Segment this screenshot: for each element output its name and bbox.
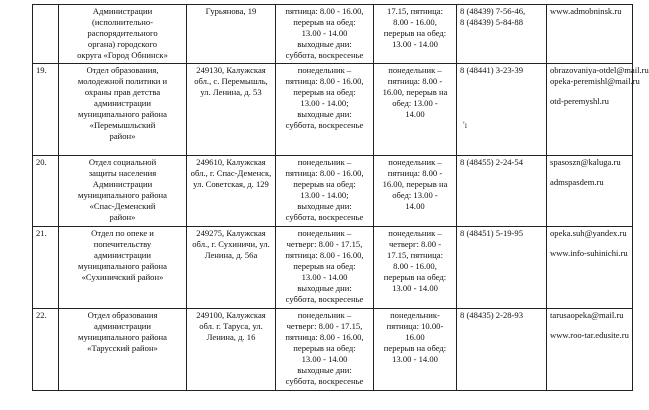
cell-organization [59, 227, 187, 309]
website-url: otd-peremyshl.ru [550, 96, 609, 106]
phone-line: 8 (48435) 2-28-93 [460, 310, 524, 320]
spacer [550, 239, 629, 248]
reception-hours-line: перерыв на обед: [383, 343, 447, 353]
cell-organization [59, 309, 187, 391]
working-hours-line: перерыв на обед: [293, 261, 356, 271]
working-hours-line: перерыв на обед: [293, 343, 356, 353]
working-hours-line: 13.00 - 14.00 [301, 354, 348, 364]
reception-hours-line: обед: 13.00 - [392, 98, 438, 108]
organization-line: «Перемышльский [89, 120, 156, 130]
working-hours-line: перерыв на обед: [293, 87, 356, 97]
cell-organization [59, 64, 187, 156]
working-hours-line: выходные дни: [297, 109, 352, 119]
email-address: spasoszn@kaluga.ru [550, 157, 621, 167]
cell-address [187, 309, 276, 391]
reception-hours-line: 16.00 [405, 332, 425, 342]
organization-line: «Спас-Деменский [89, 201, 156, 211]
organization-line: Отдел образования [87, 310, 158, 320]
reception-hours-line: 17.15, пятница: [387, 6, 443, 16]
organization-line: муниципального района [78, 190, 167, 200]
working-hours-line: выходные дни: [297, 365, 352, 375]
cell-number [33, 156, 59, 227]
address-line: обл., г. Сухиничи, ул. [192, 239, 270, 249]
address-line: Ленина, д. 16 [206, 332, 256, 342]
organization-line: защиты населения [88, 168, 157, 178]
working-hours-line: суббота, воскресенье [285, 50, 364, 60]
working-hours-line: перерыв на обед: [293, 17, 356, 27]
email-address: obrazovaniya-otdel@mail.ru [550, 65, 649, 75]
working-hours-line: пятница: 8.00 - 16.00, [285, 250, 364, 260]
reception-hours-line: понедельник- [390, 310, 440, 320]
reception-hours-line: перерыв на обед: [383, 28, 447, 38]
organization-line: охраны прав детства [84, 87, 161, 97]
organization-line: Отдел социальной [88, 157, 157, 167]
address-line: 249610, Калужская [196, 157, 266, 167]
cell-phone [457, 5, 547, 64]
cell-number [33, 309, 59, 391]
address-line: Гурьянова, 19 [205, 6, 257, 16]
working-hours-line: 13.00 - 14.00; [300, 98, 349, 108]
cell-phone [457, 309, 547, 391]
organization-line: попечительству [93, 239, 152, 249]
working-hours-line: пятница: 8.00 - 16.00, [285, 76, 364, 86]
organization-line: муниципального района [78, 109, 167, 119]
cell-address [187, 156, 276, 227]
reception-hours-line: 13.00 - 14.00 [392, 283, 438, 293]
reception-hours-line: 13.00 - 14.00 [392, 39, 438, 49]
address-line: ул. Ленина, д. 53 [200, 87, 262, 97]
table-row [33, 227, 633, 309]
reception-hours-line: пятница: 8.00 - [387, 76, 443, 86]
working-hours-line: понедельник – [297, 157, 352, 167]
working-hours-line: суббота, воскресенье [285, 120, 364, 130]
working-hours-line: понедельник – [297, 228, 352, 238]
cell-working-hours [276, 227, 374, 309]
organization-line: администрации [93, 321, 151, 331]
organization-line: округа «Город Обнинск» [77, 50, 168, 60]
organization-line: администрации [93, 250, 151, 260]
cell-email-website [547, 5, 633, 64]
cell-number [33, 227, 59, 309]
working-hours-line: понедельник – [297, 310, 352, 320]
reception-hours-line: понедельник – [388, 228, 442, 238]
row-number: 20. [36, 157, 47, 167]
organization-line: «Тарусский район» [87, 343, 158, 353]
spacer [550, 168, 629, 177]
working-hours-line: 13.00 - 14.00 [301, 28, 348, 38]
row-number: 21. [36, 228, 47, 238]
cell-phone [457, 227, 547, 309]
table-row [33, 156, 633, 227]
reception-hours-line: 8.00 - 16.00, [393, 17, 437, 27]
address-line: 249130, Калужская [196, 65, 266, 75]
organization-line: Отдел по опеке и [91, 228, 154, 238]
working-hours-line: понедельник – [297, 65, 352, 75]
cell-email-website [547, 309, 633, 391]
phone-line: 8 (48439) 7-56-46, [460, 6, 526, 16]
email-address: tarusaopeka@mail.ru [550, 310, 624, 320]
row-number: 22. [36, 310, 47, 320]
table-row [33, 309, 633, 391]
table-body [33, 5, 649, 391]
cell-email-website [547, 64, 649, 156]
cell-working-hours [276, 64, 374, 156]
organization-line: Отдел образования, [86, 65, 159, 75]
working-hours-line: суббота, воскресенье [285, 212, 364, 222]
working-hours-line: суббота, воскресенье [285, 376, 364, 386]
organization-line: администрации [93, 98, 151, 108]
reception-hours-line: 16.00, перерыв на [382, 87, 448, 97]
address-line: обл. г. Таруса, ул. [199, 321, 263, 331]
address-line: обл., с. Перемышль, [194, 76, 268, 86]
reception-hours-line: 8.00 - 16.00, [393, 261, 437, 271]
cell-working-hours [276, 5, 374, 64]
phone-line: 8 (48455) 2-24-54 [460, 157, 524, 167]
reception-hours-line: 14.00 [405, 109, 425, 119]
cell-phone [457, 64, 547, 156]
cell-reception-hours [374, 227, 457, 309]
organization-line: (исполнительно- [91, 17, 154, 27]
organization-line: распорядительного [87, 28, 158, 38]
table-row [33, 5, 633, 64]
address-line: ул. Советская, д. 129 [193, 179, 269, 189]
reception-hours-line: 14.00 [405, 201, 425, 211]
reception-hours-line: обед: 13.00 - [392, 190, 438, 200]
reception-hours-line: четверг: 8.00 - [388, 239, 442, 249]
cell-working-hours [276, 309, 374, 391]
email-address: opeka-peremishl@mail.ru [550, 76, 640, 86]
cell-number [33, 5, 59, 64]
cell-reception-hours [374, 156, 457, 227]
phone-line: 8 (48441) 3-23-39 [460, 65, 524, 75]
working-hours-line: пятница: 8.00 - 16.00, [285, 168, 364, 178]
reception-hours-line: 16.00, перерыв на [382, 179, 448, 189]
cell-number [33, 64, 59, 156]
address-line: 249100, Калужская [196, 310, 266, 320]
cell-address [187, 5, 276, 64]
working-hours-line: 13.00 - 14.00; [300, 190, 349, 200]
organization-line: «Сухиничский район» [81, 272, 164, 282]
working-hours-line: 13.00 - 14.00 [301, 272, 348, 282]
cell-organization [59, 156, 187, 227]
organization-line: район» [109, 212, 136, 222]
cell-address [187, 227, 276, 309]
organization-line: муниципального района [78, 261, 167, 271]
working-hours-line: пятница: 8.00 - 16.00, [285, 332, 364, 342]
website-url: www.admobninsk.ru [550, 6, 622, 16]
contacts-table [32, 4, 649, 391]
organization-line: Администрации [92, 179, 153, 189]
cell-address [187, 64, 276, 156]
working-hours-line: четверг: 8.00 - 17.15, [286, 239, 363, 249]
reception-hours-line: 13.00 - 14.00 [392, 354, 438, 364]
cell-working-hours [276, 156, 374, 227]
row-number: 19. [36, 65, 47, 75]
phone-line: 8 (48439) 5-84-88 [460, 17, 524, 27]
cell-email-website [547, 156, 633, 227]
website-url: www.roo-tar.edusite.ru [550, 330, 629, 340]
organization-line: молодежной политики и [77, 76, 168, 86]
working-hours-line: выходные дни: [297, 201, 352, 211]
working-hours-line: суббота, воскресенье [285, 294, 364, 304]
cell-reception-hours [374, 5, 457, 64]
address-line: Ленина, д. 56а [204, 250, 258, 260]
reception-hours-line: пятница: 8.00 - [387, 168, 443, 178]
cell-email-website [547, 227, 633, 309]
phone-line: 8 (48451) 5-19-95 [460, 228, 524, 238]
cell-reception-hours [374, 309, 457, 391]
reception-hours-line: понедельник – [388, 157, 442, 167]
cell-organization [59, 5, 187, 64]
cell-reception-hours [374, 64, 457, 156]
organization-line: Администрации [92, 6, 153, 16]
cell-phone [457, 156, 547, 227]
address-line: 249275, Калужская [196, 228, 266, 238]
organization-line: органа) городского [87, 39, 158, 49]
website-url: admspasdem.ru [550, 177, 604, 187]
organization-line: район» [109, 131, 136, 141]
working-hours-line: перерыв на обед: [293, 179, 356, 189]
website-url: www.info-suhinichi.ru [550, 248, 628, 258]
working-hours-line: пятница: 8.00 - 16.00, [285, 6, 364, 16]
table-row [33, 64, 633, 156]
working-hours-line: четверг: 8.00 - 17.15, [286, 321, 363, 331]
email-address: opeka.suh@yandex.ru [550, 228, 627, 238]
spacer [550, 321, 629, 330]
scan-artifact-mark: 'ı [463, 120, 468, 130]
working-hours-line: выходные дни: [297, 283, 352, 293]
reception-hours-line: понедельник – [388, 65, 442, 75]
address-line: обл., г. Спас-Деменск, [190, 168, 272, 178]
spacer [550, 87, 629, 96]
organization-line: муниципального района [78, 332, 167, 342]
reception-hours-line: перерыв на обед: [383, 272, 447, 282]
working-hours-line: выходные дни: [297, 39, 352, 49]
reception-hours-line: пятница: 10.00- [386, 321, 444, 331]
reception-hours-line: 17.15, пятница: [387, 250, 443, 260]
